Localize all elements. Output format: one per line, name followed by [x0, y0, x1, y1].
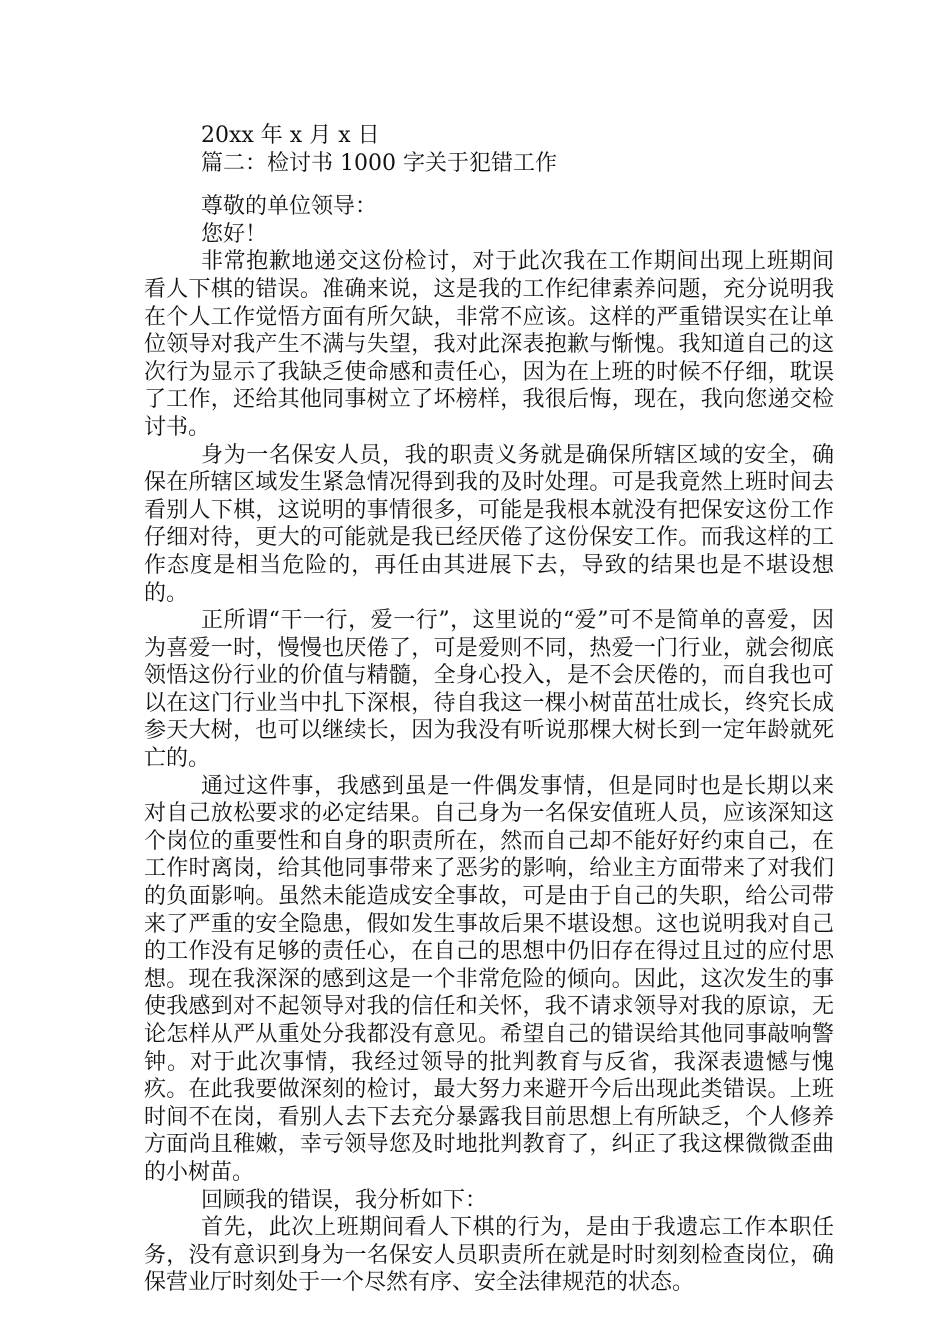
paragraph-reflection: 通过这件事，我感到虽是一件偶发事情，但是同时也是长期以来对自己放松要求的必定结果。自己身为一名保安值班人员，应该深知这个岗位的重要性和自身的职责所在，然而自己却不能好好约束自己，在工作时离岗，给其他同事带来了恶劣的影响，给业主方面带来了对我们的负面影响。虽然未能造成安全事故，可是由于自己的失职，给公司带来了严重的安全隐患，假如发生事故后果不堪设想。这也说明我对自己的工作没有足够的责任心，在自己的思想中仍旧存在得过且过的应付思想。现在我深深的感到这是一个非常危险的倾向。因此，这次发生的事使我感到对不起领导对我的信任和关怀，我不请求领导对我的原谅，无论怎样从严从重处分我都没有意见。希望自己的错误给其他同事敲响警钟。对于此次事情，我经过领导的批判教育与反省，我深表遗憾与愧疚。在此我要做深刻的检讨，最大努力来避开今后出现此类错误。上班时间不在岗，看别人去下去充分暴露我目前思想上有所缺乏，个人修养方面尚且稚嫩，幸亏领导您及时地批判教育了，纠正了我这棵微微歪曲的小树苗。 [144, 773, 834, 1185]
paragraph-apology: 非常抱歉地递交这份检讨，对于此次我在工作期间出现上班期间看人下棋的错误。准确来说，这是我的工作纪律素养问题，充分说明我在个人工作觉悟方面有所欠缺，非常不应该。这样的严重错误实在让单位领导对我产生不满与失望，我对此深表抱歉与惭愧。我知道自己的这次行为显示了我缺乏使命感和责任心，因为在上班的时候不仔细，耽误了工作，还给其他同事树立了坏榜样，我很后悔，现在，我向您递交检讨书。 [144, 249, 834, 440]
paragraph-review-intro: 回顾我的错误，我分析如下： [201, 1187, 488, 1213]
document-subtitle: 篇二：检讨书 1000 字关于犯错工作 [201, 150, 557, 176]
document-body [144, 122, 834, 1297]
paragraph-first-point: 首先，此次上班期间看人下棋的行为，是由于我遗忘工作本职任务，没有意识到身为一名保安人员职责所在就是时时刻刻检查岗位，确保营业厅时刻处于一个尽然有序、安全法律规范的状态。 [144, 1215, 834, 1296]
greeting: 您好！ [201, 221, 268, 247]
paragraph-duty: 身为一名保安人员，我的职责义务就是确保所辖区域的安全，确保在所辖区域发生紧急情况得到我的及时处理。可是我竟然上班时间去看别人下棋，这说明的事情很多，可能是我根本就没有把保安这份工作仔细对待，更大的可能就是我已经厌倦了这份保安工作。而我这样的工作态度是相当危险的，再任由其进展下去，导致的结果也是不堪设想的。 [144, 442, 834, 606]
document-date: 20xx 年 x 月 x 日 [201, 123, 380, 148]
paragraph-love-work: 正所谓“干一行，爱一行”，这里说的“爱”可不是简单的喜爱，因为喜爱一时，慢慢也厌倦了，可是爱则不同，热爱一门行业，就会彻底领悟这份行业的价值与精髓，全身心投入，是不会厌倦的，而自我也可以在这门行业当中扎下深根，待自我这一棵小树苗茁壮成长，终究长成参天大树，也可以继续长，因为我没有听说那棵大树长到一定年龄就死亡的。 [144, 608, 834, 772]
salutation: 尊敬的单位领导： [201, 194, 378, 220]
